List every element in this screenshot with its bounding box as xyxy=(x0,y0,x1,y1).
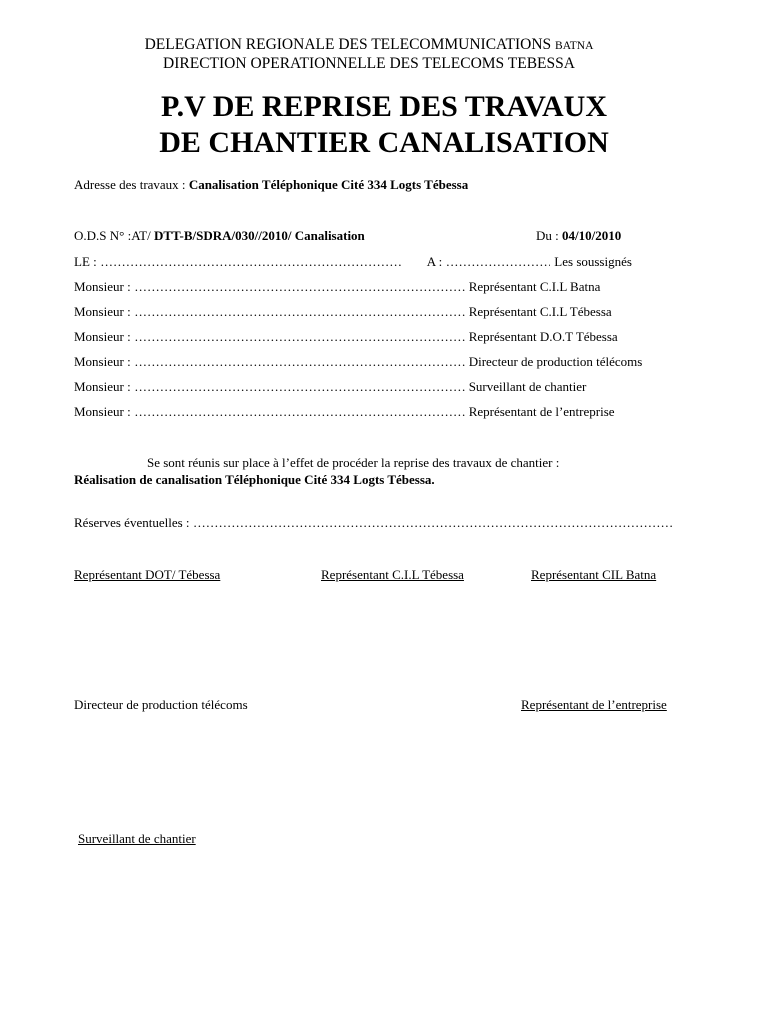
attendee-label: Monsieur : xyxy=(74,304,131,319)
signature-entreprise: Représentant de l’entreprise xyxy=(521,697,667,712)
signature-directeur: Directeur de production télécoms xyxy=(74,697,248,712)
a-label: A : xyxy=(426,254,443,269)
attendee-row xyxy=(74,304,714,320)
attendee-dots xyxy=(135,304,467,320)
attendee-row xyxy=(74,279,714,295)
attendee-dots xyxy=(135,404,467,420)
attendee-role: Représentant C.I.L Batna xyxy=(468,279,601,294)
attendee-label: Monsieur : xyxy=(74,329,131,344)
attendee-role: Directeur de production télécoms xyxy=(468,354,643,369)
date-label: Du : xyxy=(536,228,559,243)
attendee-row xyxy=(74,354,714,370)
header-delegation: DELEGATION REGIONALE DES TELECOMMUNICATIONS xyxy=(144,36,552,53)
reserves-line xyxy=(74,515,714,531)
signature-cil-batna: Représentant CIL Batna xyxy=(531,567,657,582)
signature-surveillant: Surveillant de chantier xyxy=(78,831,196,846)
title-line-1: P.V DE REPRISE DES TRAVAUX xyxy=(161,90,607,123)
signature-cil-tebessa: Représentant C.I.L Tébessa xyxy=(321,567,464,582)
header-batna: BATNA xyxy=(555,40,594,52)
le-dots xyxy=(101,254,401,270)
attendee-row xyxy=(74,404,714,420)
date-value: 04/10/2010 xyxy=(562,228,622,243)
attendee-label: Monsieur : xyxy=(74,354,131,369)
attendee-label: Monsieur : xyxy=(74,279,131,294)
attendee-label: Monsieur : xyxy=(74,404,131,419)
ods-label: O.D.S N° :AT/ xyxy=(74,228,151,243)
header-line-2: DIRECTION OPERATIONNELLE DES TELECOMS TEBESSA xyxy=(163,55,575,72)
attendee-role: Surveillant de chantier xyxy=(468,379,587,394)
address-value: Canalisation Téléphonique Cité 334 Logts Tébessa xyxy=(188,177,469,192)
ods-date xyxy=(536,229,621,242)
attendee-row xyxy=(74,379,714,395)
title-line-2: DE CHANTIER CANALISATION xyxy=(159,126,609,159)
signature-dot: Représentant DOT/ Tébessa xyxy=(74,567,221,582)
le-label: LE : xyxy=(74,254,97,269)
attendee-label: Monsieur : xyxy=(74,379,131,394)
attendee-role: Représentant C.I.L Tébessa xyxy=(468,304,612,319)
reserves-label: Réserves éventuelles : xyxy=(74,515,190,530)
ods-value: DTT-B/SDRA/030//2010/ Canalisation xyxy=(153,228,365,243)
address-label: Adresse des travaux : xyxy=(74,177,186,192)
attendee-dots xyxy=(135,379,467,395)
soussignes: Les soussignés xyxy=(554,254,632,269)
ods-line xyxy=(74,229,365,242)
intro-text: Se sont réunis sur place à l’effet de procéder la reprise des travaux de chantier : xyxy=(147,455,560,470)
attendee-role: Représentant D.O.T Tébessa xyxy=(468,329,618,344)
address-line xyxy=(74,178,468,191)
attendee-dots xyxy=(135,329,467,345)
attendee-dots xyxy=(135,354,467,370)
reserves-dots xyxy=(194,515,674,531)
header-line-1 xyxy=(0,37,738,53)
le-line xyxy=(74,254,714,270)
realisation-text: Réalisation de canalisation Téléphonique Cité 334 Logts Tébessa. xyxy=(74,472,435,487)
a-dots xyxy=(446,254,550,270)
attendee-role: Représentant de l’entreprise xyxy=(468,404,615,419)
attendee-dots xyxy=(135,279,467,295)
attendee-row xyxy=(74,329,714,345)
